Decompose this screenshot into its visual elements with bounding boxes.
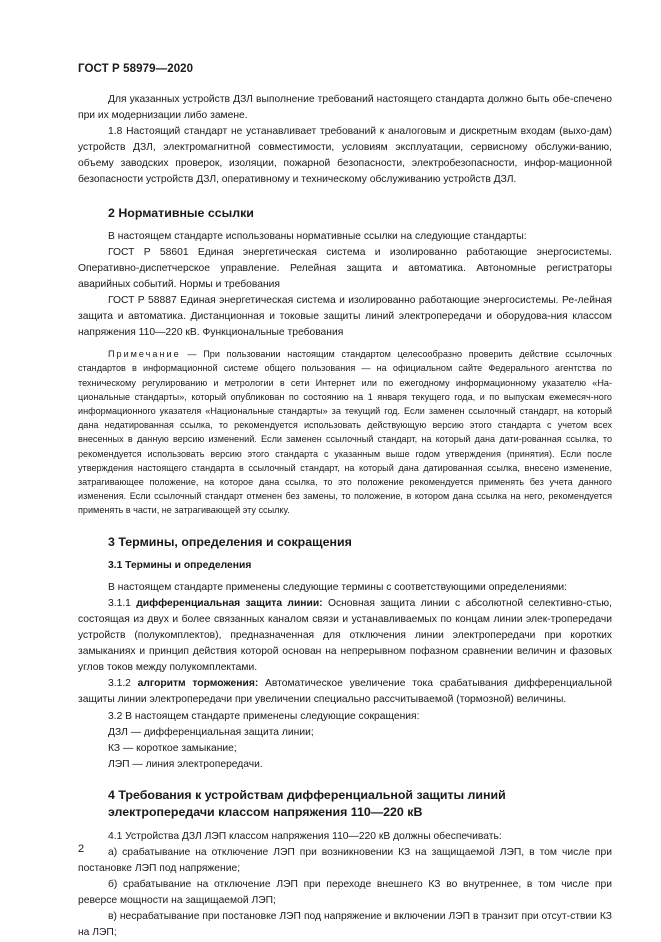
term-number: 3.1.1 xyxy=(108,597,137,609)
reference-gost-58887: ГОСТ Р 58887 Единая энергетическая система и изолированно работающие энергосистемы. Ре-лейная защита и автоматика. Дистанционная и токовые защиты линий электропередачи и оборудова-ния классом напряжения 110—220 кВ. Функциональные требования xyxy=(78,294,612,339)
term-number: 3.1.2 xyxy=(108,678,138,690)
term-name: дифференциальная защита линии: xyxy=(136,597,323,609)
term-definition: Основная защита линии с абсолютной селективно-стью, состоящая из двух и более связанных каналом связи и устанавливаемых по концам линии элек-тропередачи устройств (полукомплектов), предназначенная для отключения линии электропередачи при коротких замыканиях и принцип действия которой основан на непрерывном пофазном сравнении величин и фазовых углов токов между полукомплектами. xyxy=(78,597,613,674)
section-3-intro: В настоящем стандарте применены следующие термины с соответствующими определениями: xyxy=(108,581,568,593)
intro-paragraph-1: Для указанных устройств ДЗЛ выполнение требований настоящего стандарта должно быть обе-спечено при их модернизации либо замене. xyxy=(78,94,612,122)
section-2-intro: В настоящем стандарте использованы нормативные ссылки на следующие стандарты: xyxy=(108,230,527,242)
item-b: б) срабатывание на отключение ЛЭП при переходе внешнего КЗ во внутреннее, в том числе при реверсе мощности на защищаемой ЛЭП; xyxy=(78,879,612,907)
clause-4-1: 4.1 Устройства ДЗЛ ЛЭП классом напряжения 110—220 кВ должны обеспечивать: xyxy=(108,830,502,842)
clause-3-2: 3.2 В настоящем стандарте применены следующие сокращения: xyxy=(108,710,420,722)
reference-gost-58601: ГОСТ Р 58601 Единая энергетическая система и изолированно работающие энергосистемы. Оперативно-диспетчерское управление. Релейная защита и автоматика. Автономные регистраторы аварийных событий. Нормы и требования xyxy=(78,246,612,290)
item-c: в) несрабатывание при постановке ЛЭП под напряжение и включении ЛЭП в транзит при отсут-ствии КЗ на ЛЭП; xyxy=(78,911,612,939)
section-4-title-line-2: электропередачи классом напряжения 110—220 кВ xyxy=(108,804,423,819)
item-a: а) срабатывание на отключение ЛЭП при возникновении КЗ на защищаемой ЛЭП, в том числе при постановке ЛЭП под напряжение; xyxy=(78,846,612,875)
abbreviation-kz: КЗ — короткое замыкание; xyxy=(108,742,237,754)
note-label: Примечание xyxy=(108,349,181,360)
section-4-title-line-1: 4 Требования к устройствам дифференциальной защиты линий xyxy=(108,787,506,802)
subsection-3-1-title: 3.1 Термины и определения xyxy=(108,559,252,571)
standard-header: ГОСТ Р 58979—2020 xyxy=(78,63,194,75)
page-content xyxy=(78,92,612,942)
section-3-title: 3 Термины, определения и сокращения xyxy=(108,534,352,549)
note-text: — При пользовании настоящим стандартом целесообразно проверить действие ссылочных стандартов в информационной системе общего пользования — на официальном сайте Федерального агентства по техническому регулированию и метрологии в сети Интернет или по ежегодному информационному указателю «На-циональные стандарты», который опубликован по состоянию на 1 января текущего года, и по выпускам ежемесяч-ного информационного указателя «Национальные стандарты» за текущий год. Если заменен ссылочный стандарт, на который дана недатированная ссылка, то рекомендуется использовать действующую версию этого стандарта с учетом всех внесенных в данную версию изменений. Если заменен ссылочный стандарт, на который дана дати-рованная ссылка, то рекомендуется использовать версию этого стандарта с указанным выше годом утверждения (принятия). Если после утверждения настоящего стандарта в ссылочный стандарт, на который дана датированная ссылка, внесено изменение, затрагивающее положение, на которое дана ссылка, то это положение рекомендуется применять без учета данного изменения. Если ссылочный стандарт отменен без замены, то положение, в котором дана ссылка на него, рекомендуется применять в части, не затрагивающей эту ссылку. xyxy=(78,349,612,516)
abbreviation-dzl: ДЗЛ — дифференциальная защита линии; xyxy=(108,726,314,738)
page-number: 2 xyxy=(78,843,85,855)
abbreviation-lep: ЛЭП — линия электропередачи. xyxy=(108,758,263,770)
term-3-1-2 xyxy=(78,676,612,708)
term-3-1-1 xyxy=(78,596,612,676)
clause-1-8: 1.8 Настоящий стандарт не устанавливает требований к аналоговым и дискретным входам (выхо-дам) устройств ДЗЛ, электромагнитной совместимости, условиям эксплуатации, сервисному обслужи-ванию, объему заводских проверок, изоляции, пожарной безопасности, электробезопасности, инфор-мационной безопасности устройств ДЗЛ, оперативному и техническому обслуживанию устройств ДЗЛ. xyxy=(78,126,612,186)
term-definition: Автоматическое увеличение тока срабатывания дифференциальной защиты линии электропередачи при увеличении специально рассчитываемой (тормозной) величины. xyxy=(78,678,612,706)
section-2-title: 2 Нормативные ссылки xyxy=(108,205,254,220)
note-paragraph xyxy=(78,347,612,517)
term-name: алгоритм торможения: xyxy=(137,678,259,690)
